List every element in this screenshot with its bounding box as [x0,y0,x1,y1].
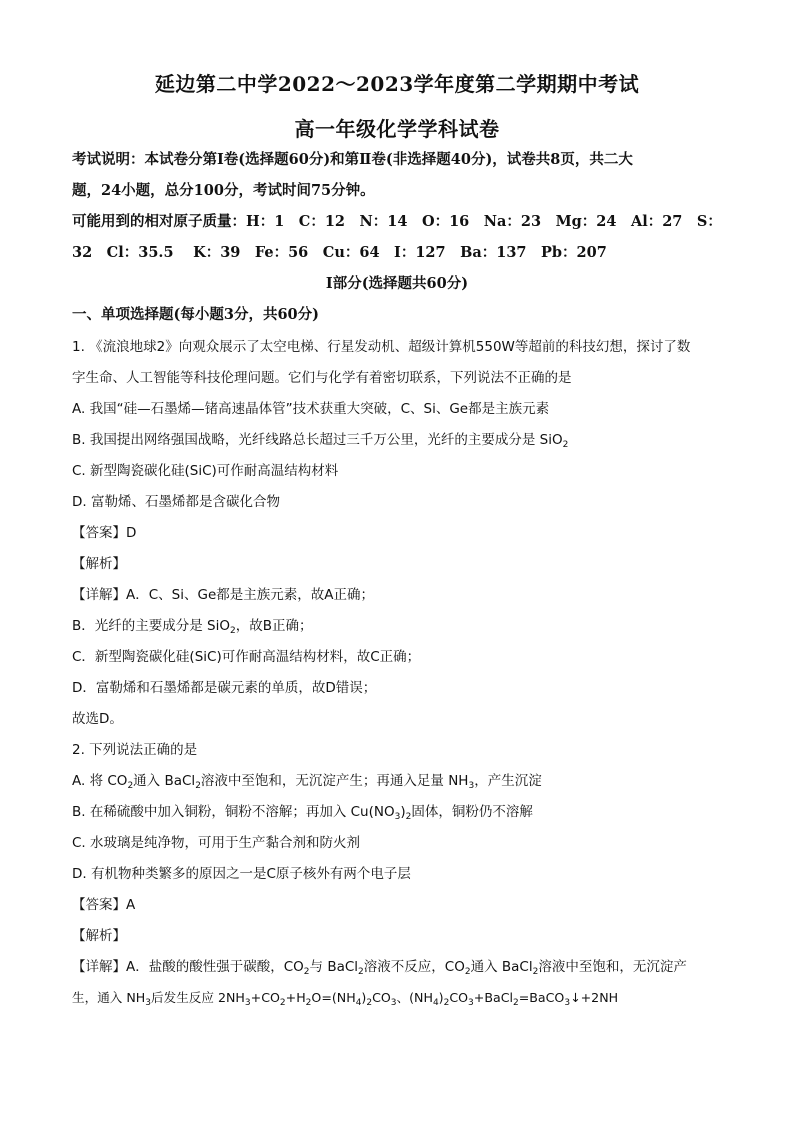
q2-detail2-seg: 后发生反应 2NH [151,990,245,1005]
q2-detail2-sub: 2 [443,998,450,1008]
q2-opt-a-seg: 溶液中至饱和，无沉淀产生；再通入足量 NH [200,773,469,789]
q1-stem-line2: 字生命、人工智能等科技伦理问题。它们与化学有着密切联系，下列说法不正确的是 [72,370,572,386]
q2-opt-a-seg: ，产生沉淀 [474,773,542,789]
q2-detail1-sub: 2 [303,967,310,977]
q2-opt-b-seg: 固体，铜粉仍不溶解 [411,804,533,820]
q2-detail1-seg: 溶液中至饱和，无沉淀产 [538,959,687,975]
q2-detail2-seg: +BaCl [473,990,513,1005]
q2-opt-a-seg: A. 将 CO [72,773,128,789]
q2-detail2-seg: +CO [250,990,280,1005]
q2-option-c: C. 水玻璃是纯净物，可用于生产黏合剂和防火剂 [72,835,361,851]
atomic-mass-line1: 可能用到的相对原子质量：H：1 C：12 N：14 O：16 Na：23 Mg：24 Al：27 S： [72,213,722,230]
q2-detail2-seg: 生，通入 NH [72,990,146,1005]
q1-option-b-text: B. 我国提出网络强国战略，光纤线路总长超过三千万公里，光纤的主要成分是 SiO [72,432,563,448]
q1-option-d: D. 富勒烯、石墨烯都是含碳化合物 [72,494,280,510]
q1-detail-a: 【详解】A．C、Si、Ge都是主族元素，故A正确； [72,587,374,603]
q1-option-b-sub: 2 [562,440,569,450]
q2-detail2-sub: 4 [432,998,439,1008]
exam-title: 延边第二中学2022～2023学年度第二学期期中考试 [154,72,640,96]
q2-stem: 2. 下列说法正确的是 [72,742,198,758]
q2-opt-b-seg: B. 在稀硫酸中加入铜粉，铜粉不溶解；再加入 Cu(NO [72,804,395,820]
q2-detail2-sub: 3 [145,998,152,1008]
q2-answer: 【答案】A [72,897,136,913]
q2-detail2-seg: +H [285,990,306,1005]
q1-detail-d: D．富勒烯和石墨烯都是碳元素的单质，故D错误； [72,680,377,696]
q2-opt-a-seg: 通入 BaCl [133,773,196,789]
q2-detail2-seg: CO [449,990,469,1005]
q2-detail2-sub: 4 [355,998,362,1008]
q2-detail2-sub: 2 [305,998,312,1008]
q2-opt-a-sub: 3 [468,781,475,791]
q2-detail2-seg: ↓+2NH [570,990,619,1005]
q2-opt-b-seg: ) [400,804,406,820]
q1-option-c: C. 新型陶瓷碳化硅(SiC)可作耐高温结构材料 [72,463,339,479]
q1-answer: 【答案】D [72,525,137,541]
q2-detail-line2 [72,988,618,1008]
q2-detail2-sub: 2 [279,998,286,1008]
q1-detail-b-sub: 2 [230,626,236,636]
q2-opt-b-sub: 3 [394,812,401,822]
instructions-line1: 考试说明：本试卷分第Ⅰ卷(选择题60分)和第Ⅱ卷(非选择题40分)，试卷共8页，共二大 [72,151,633,168]
q1-option-a: A. 我国“硅—石墨烯—锗高速晶体管”技术获重大突破，C、Si、Ge都是主族元素 [72,401,550,417]
q2-opt-b-sub: 2 [405,812,412,822]
section1-title: 一、单项选择题(每小题3分，共60分) [72,306,319,323]
q2-detail2-sub: 3 [244,998,251,1008]
q2-detail1-seg: 【详解】A．盐酸的酸性强于碳酸，CO [72,959,304,975]
q2-detail2-sub: 2 [512,998,519,1008]
q2-detail2-seg: ) [438,990,444,1005]
q2-opt-a-sub: 2 [127,781,134,791]
q2-opt-a-sub: 2 [195,781,201,791]
q1-detail-b-pre: B．光纤的主要成分是 SiO [72,618,230,634]
q2-option-a [72,771,542,791]
q2-detail2-seg: O=(NH [311,990,356,1005]
q2-detail2-seg: =BaCO [518,990,565,1005]
part1-title: Ⅰ部分(选择题共60分) [325,275,469,292]
q2-detail2-sub: 2 [366,998,373,1008]
q1-analysis: 【解析】 [72,556,126,572]
q2-detail2-sub: 3 [564,998,571,1008]
q2-detail1-sub: 2 [532,967,539,977]
q1-detail-b [72,616,313,636]
q1-detail-b-post: ，故B正确； [235,618,313,634]
q2-analysis: 【解析】 [72,928,126,944]
q2-detail2-sub: 3 [390,998,397,1008]
q2-option-d: D. 有机物种类繁多的原因之一是C原子核外有两个电子层 [72,866,411,882]
q2-detail-line1 [72,957,687,977]
atomic-mass-line2: 32 Cl：35.5 K：39 Fe：56 Cu：64 I：127 Ba：137 Pb：207 [72,244,607,261]
q2-detail1-seg: 与 BaCl [309,959,359,975]
q2-detail1-seg: 溶液不反应，CO [363,959,465,975]
exam-subtitle: 高一年级化学学科试卷 [294,117,500,141]
q1-detail-c: C．新型陶瓷碳化硅(SiC)可作耐高温结构材料，故C正确； [72,649,421,665]
q1-conclusion: 故选D。 [72,711,123,727]
q2-option-b [72,802,533,822]
q2-detail2-sub: 3 [468,998,474,1008]
q2-detail1-sub: 2 [358,967,364,977]
q2-detail1-seg: 通入 BaCl [470,959,533,975]
q1-option-b [72,430,568,450]
q2-detail1-sub: 2 [464,967,471,977]
q1-stem-line1: 1. 《流浪地球2》向观众展示了太空电梯、行星发动机、超级计算机550W等超前的科技幻想，探讨了数 [72,339,691,355]
instructions-line2: 题，24小题，总分100分，考试时间75分钟。 [72,182,375,199]
q2-detail2-seg: ) [361,990,367,1005]
q2-detail2-seg: 、(NH [396,990,433,1005]
q2-detail2-seg: CO [372,990,391,1005]
